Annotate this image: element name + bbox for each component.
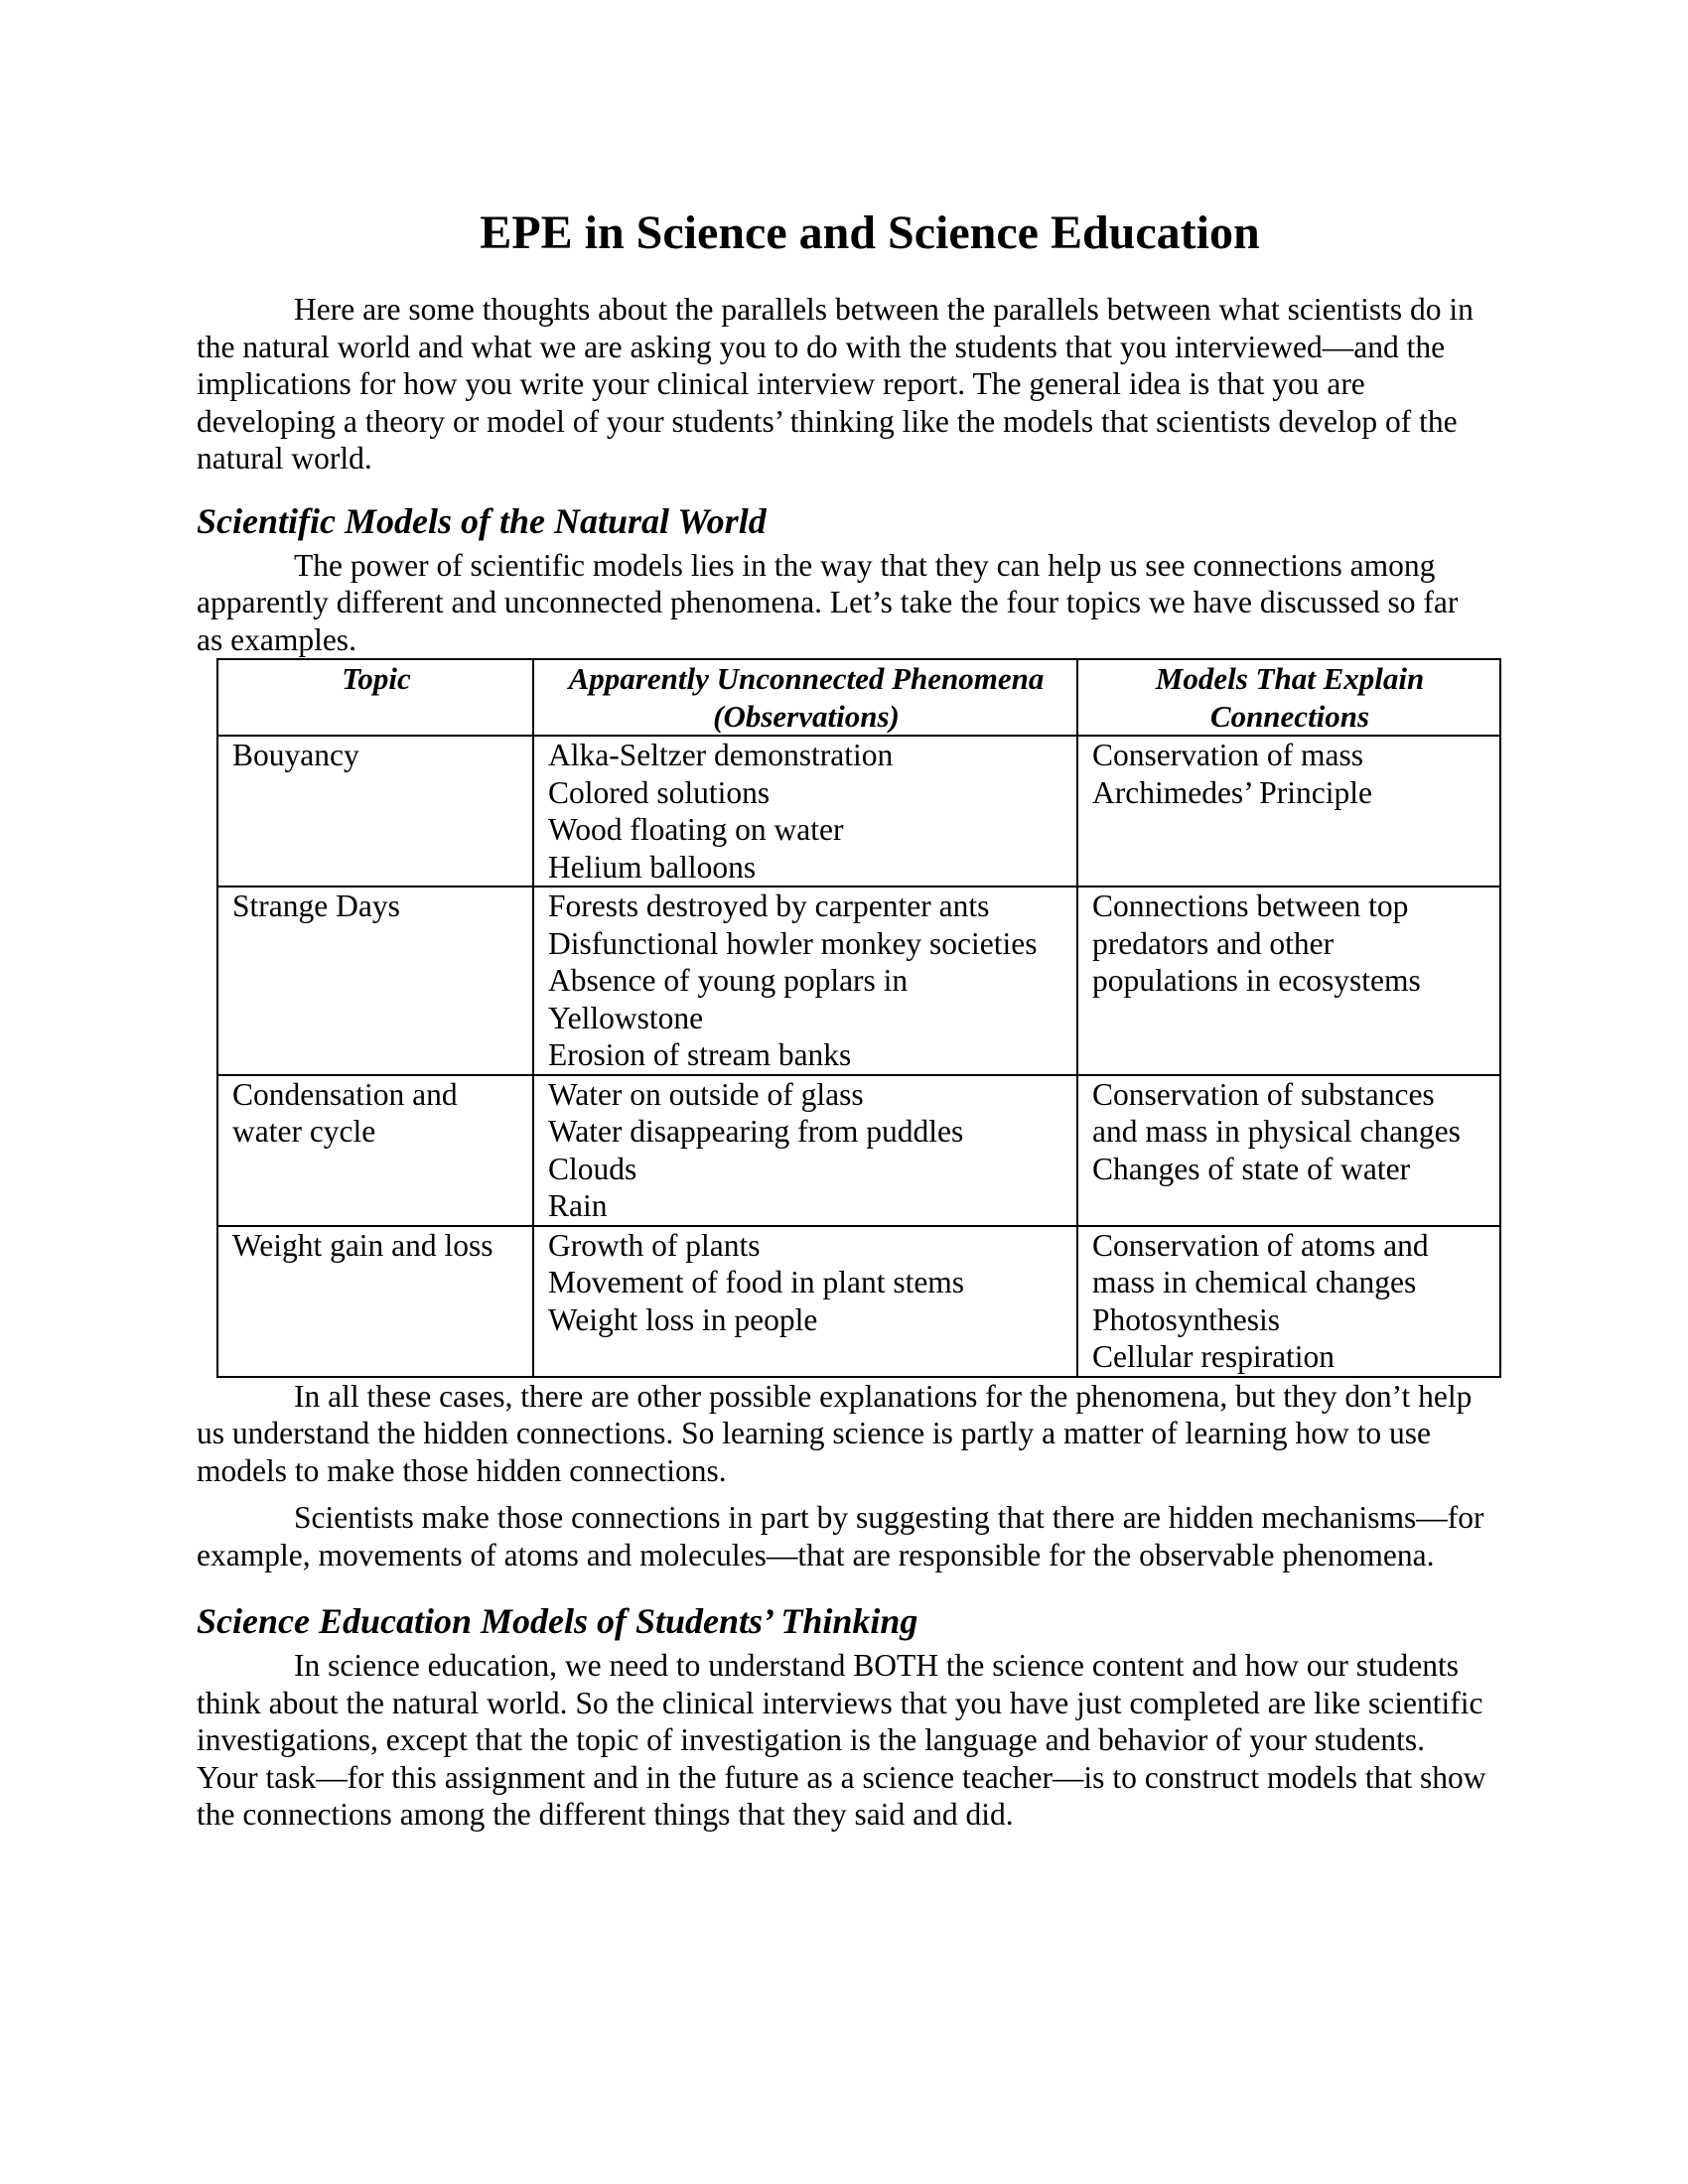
intro-paragraph: Here are some thoughts about the parallels between the parallels between what scientists do in the natural world and what we are asking you to do with the students that you interviewed—and the implications for how you write your clinical interview report. The general idea is that you are developing a theory or model of your students’ thinking like the models that scientists develop of the natural world. [197,292,1474,476]
phenomenon-item: Disfunctional howler monkey societies [548,925,1038,961]
topic-cell: Condensation and water cycle [217,1075,533,1226]
section1-paragraph: The power of scientific models lies in the way that they can help us see connections among apparently different and unconnected phenomena. Let’s take the four topics we have discussed so far as examples. [197,547,1459,657]
model-item: Conservation of atoms and mass in chemical changes [1092,1227,1429,1299]
model-item: Photosynthesis [1092,1301,1281,1337]
phenomenon-item: Weight loss in people [548,1301,818,1337]
model-item: Connections between top predators and other populations in ecosystems [1092,888,1421,998]
phenomenon-item: Absence of young poplars in Yellowstone [548,963,909,1035]
phenomena-cell [533,1226,1077,1377]
section2-paragraph: In science education, we need to understand BOTH the science content and how our students think about the natural world. So the clinical interviews that you have just completed are like scientific investigations, except that the topic of investigation is the language and behavior of your students. Your task—for this assignment and in the future as a science teacher—is to construct models that show the connections among the different things that they said and did. [197,1648,1486,1832]
after-table-paragraph-2: Scientists make those connections in part by suggesting that there are hidden mechanisms—for example, movements of atoms and molecules—that are responsible for the observable phenomena. [197,1500,1484,1572]
column-header-models: Models That Explain Connections [1077,659,1500,736]
models-cell [1077,1226,1500,1377]
model-item: Cellular respiration [1092,1339,1336,1374]
phenomenon-item: Water on outside of glass [548,1076,864,1112]
models-cell [1077,1075,1500,1226]
section-heading-scientific-models: Scientific Models of the Natural World [197,500,767,541]
model-item: Conservation of substances and mass in physical changes [1092,1076,1461,1149]
phenomena-cell [533,887,1077,1075]
topics-table [216,658,1501,1378]
topic-cell: Weight gain and loss [217,1226,533,1377]
phenomenon-item: Forests destroyed by carpenter ants [548,888,990,923]
table-row [217,1226,1500,1377]
models-cell [1077,887,1500,1075]
phenomena-cell [533,736,1077,887]
model-item: Archimedes’ Principle [1092,774,1372,810]
page-title: EPE in Science and Science Education [480,206,1260,259]
phenomenon-item: Colored solutions [548,774,771,810]
after-table-paragraph-1: In all these cases, there are other possible explanations for the phenomena, but they don’t help us understand the hidden connections. So learning science is partly a matter of learning how to use models to make those hidden connections. [197,1378,1473,1488]
model-item: Conservation of mass [1092,738,1363,772]
phenomenon-item: Growth of plants [548,1227,761,1263]
phenomenon-item: Wood floating on water [548,812,844,847]
table-row [217,736,1500,887]
model-item: Changes of state of water [1092,1151,1411,1186]
table-row [217,1075,1500,1226]
phenomenon-item: Rain [548,1188,608,1223]
section-heading-students-thinking: Science Education Models of Students’ Thinking [197,1601,918,1641]
phenomenon-item: Erosion of stream banks [548,1037,852,1072]
models-cell [1077,736,1500,887]
phenomenon-item: Movement of food in plant stems [548,1265,965,1299]
phenomena-cell [533,1075,1077,1226]
phenomenon-item: Helium balloons [548,849,757,885]
phenomenon-item: Clouds [548,1151,637,1186]
table-header-row [217,659,1500,736]
column-header-topic: Topic [217,659,533,736]
topic-cell: Bouyancy [217,736,533,887]
topic-cell: Strange Days [217,887,533,1075]
table-row [217,887,1500,1075]
document-page [197,204,1487,1834]
column-header-phenomena: Apparently Unconnected Phenomena (Observations) [533,659,1077,736]
phenomenon-item: Water disappearing from puddles [548,1114,964,1149]
phenomenon-item: Alka-Seltzer demonstration [548,738,894,772]
